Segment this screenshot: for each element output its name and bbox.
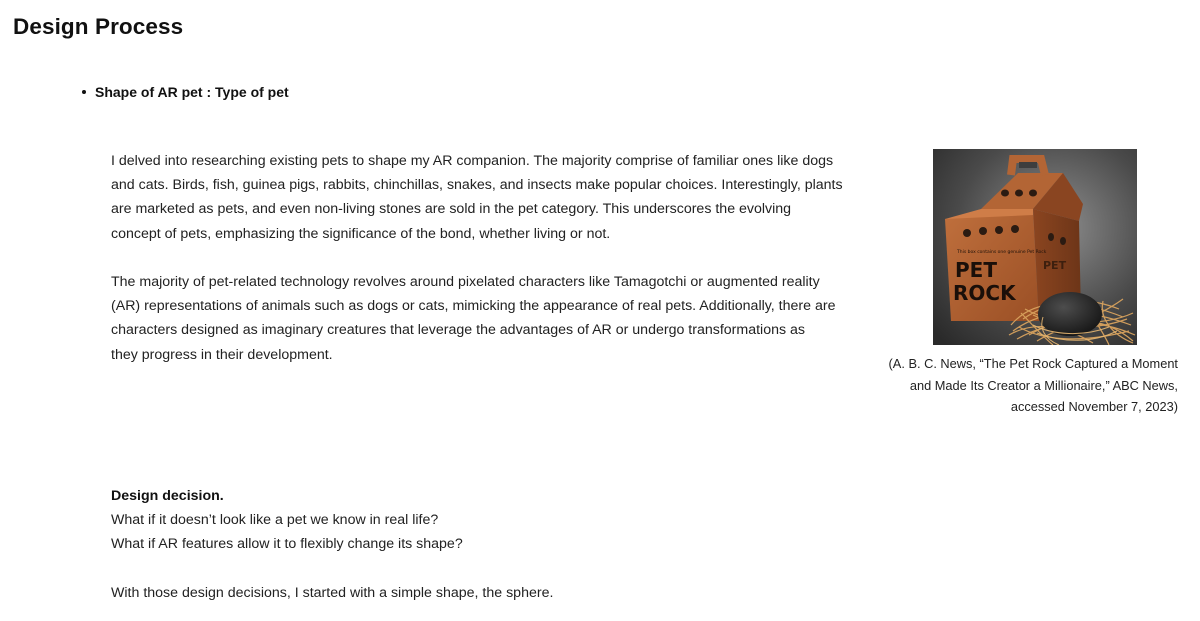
design-decision-question: What if it doesn’t look like a pet we know in real life?	[111, 512, 439, 529]
paragraph-line: concept of pets, emphasizing the significance of the bond, whether living or not.	[111, 225, 611, 242]
pet-rock-photo	[933, 149, 1137, 345]
box-side-text: PET	[1043, 259, 1067, 272]
caption-line: and Made Its Creator a Millionaire,” ABC News,	[909, 377, 1178, 393]
paragraph-line: and cats. Birds, fish, guinea pigs, rabbits, chinchillas, snakes, and insects make popular choices. Interestingly, plants	[111, 177, 843, 194]
section-heading: Shape of AR pet : Type of pet	[95, 84, 289, 100]
design-decision-title: Design decision.	[111, 488, 224, 504]
paragraph-line: they progress in their development.	[111, 346, 333, 363]
paragraph-pet-research	[111, 149, 891, 246]
paragraph-line: (AR) representations of animals such as dogs or cats, mimicking the appearance of real pets. Additionally, there are	[111, 298, 836, 315]
caption-line: (A. B. C. News, “The Pet Rock Captured a Moment	[888, 356, 1178, 371]
box-small-text: This box contains one genuine Pet Rock	[957, 250, 1047, 255]
caption-line: accessed November 7, 2023)	[1010, 399, 1178, 414]
page-title: Design Process	[13, 14, 184, 39]
figure-caption	[878, 353, 1178, 418]
box-text-pet: PET	[955, 258, 997, 282]
paragraph-line: I delved into researching existing pets to shape my AR companion. The majority comprise of familiar ones like dogs	[111, 153, 834, 169]
design-decision-block	[111, 484, 463, 557]
section-bullet-item	[82, 84, 289, 100]
paragraph-pet-technology	[111, 270, 891, 367]
paragraph-line: are marketed as pets, and even non-living stones are sold in the pet category. This underscores the evolving	[111, 201, 792, 218]
design-decision-conclusion: With those design decisions, I started with a simple shape, the sphere.	[111, 585, 554, 601]
bullet-dot-icon	[82, 90, 86, 94]
paragraph-line: The majority of pet-related technology revolves around pixelated characters like Tamagotchi or augmented reality	[111, 274, 820, 290]
paragraph-line: characters designed as imaginary creatures that leverage the advantages of AR or undergo transformations as	[111, 322, 806, 339]
design-decision-question: What if AR features allow it to flexibly change its shape?	[111, 536, 463, 553]
box-text-rock: ROCK	[953, 281, 1016, 305]
